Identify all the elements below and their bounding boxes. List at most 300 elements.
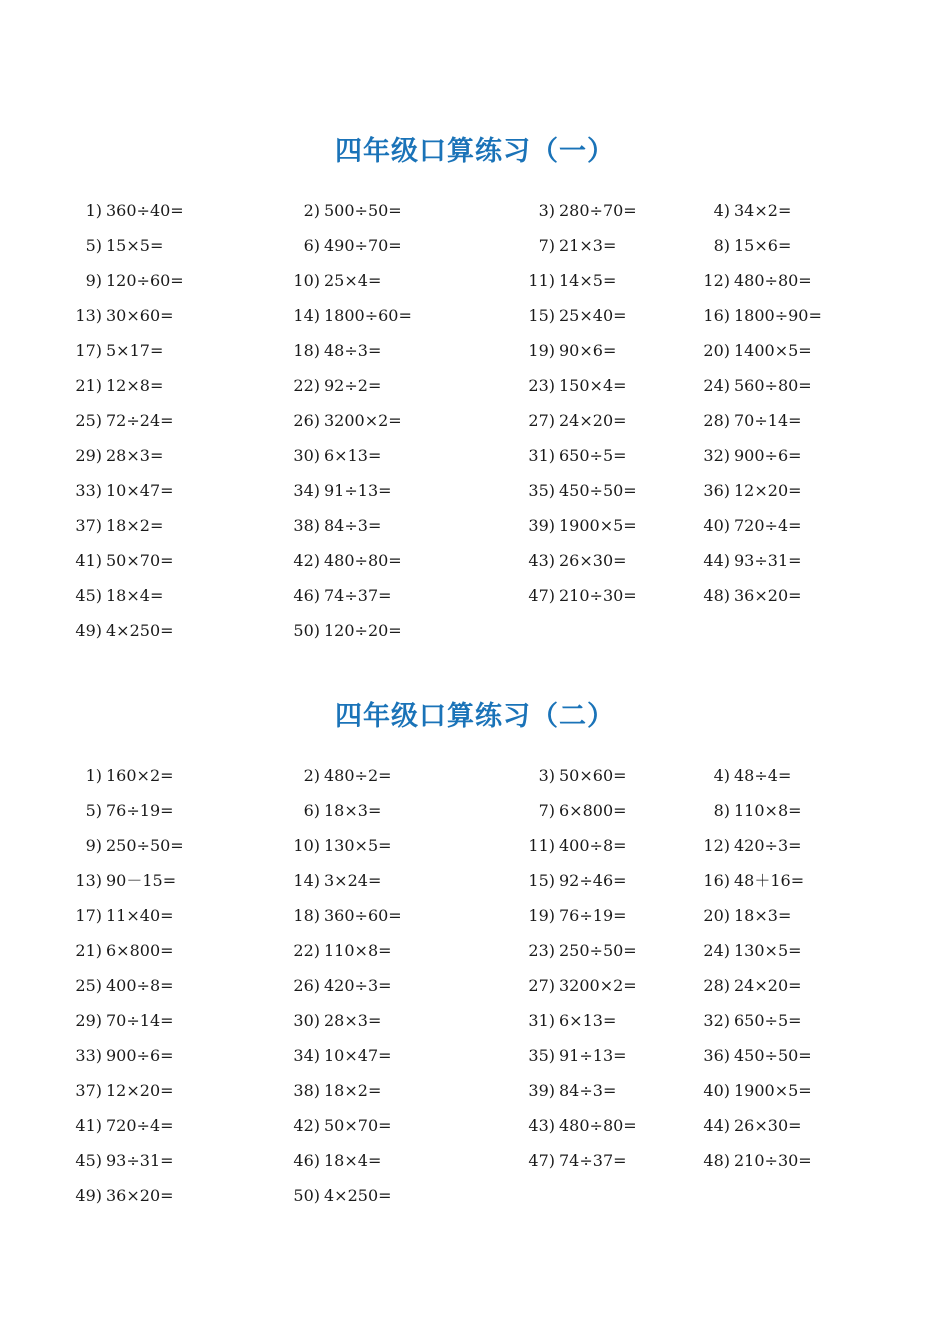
problem-expression: 93÷31= (106, 1151, 174, 1170)
problem-item (280, 968, 392, 1003)
problem-expression: 76÷19= (106, 801, 174, 820)
problem-number: 35) (528, 481, 555, 500)
problem-number: 34) (293, 1046, 320, 1065)
problem-number: 21) (75, 941, 102, 960)
problem-item (62, 1108, 174, 1143)
problem-item (62, 508, 163, 543)
problem-item (515, 1038, 627, 1073)
problem-expression: 15×5= (106, 236, 164, 255)
problem-item (280, 368, 381, 403)
problem-item (515, 228, 616, 263)
problem-expression: 74÷37= (324, 586, 392, 605)
problem-expression: 10×47= (324, 1046, 392, 1065)
problem-expression: 150×4= (559, 376, 627, 395)
problem-expression: 4×250= (324, 1186, 392, 1205)
problem-number: 18) (293, 906, 320, 925)
problem-number: 44) (703, 1116, 730, 1135)
problem-item (280, 793, 381, 828)
problem-expression: 3×24= (324, 871, 382, 890)
problem-number: 32) (703, 1011, 730, 1030)
problem-expression: 11×40= (106, 906, 174, 925)
problem-number: 30) (293, 1011, 320, 1030)
problem-item (280, 403, 402, 438)
problem-expression: 560÷80= (734, 376, 812, 395)
problem-item (62, 578, 163, 613)
problem-expression: 650÷5= (559, 446, 627, 465)
problem-number: 3) (538, 201, 555, 220)
problem-expression: 400÷8= (106, 976, 174, 995)
problem-expression: 74÷37= (559, 1151, 627, 1170)
problem-item (690, 403, 802, 438)
problem-item (690, 1038, 812, 1073)
problem-number: 13) (75, 871, 102, 890)
problem-number: 15) (528, 306, 555, 325)
problem-expression: 490÷70= (324, 236, 402, 255)
problem-expression: 500÷50= (324, 201, 402, 220)
problem-item (280, 473, 392, 508)
problem-number: 41) (75, 1116, 102, 1135)
problem-number: 14) (293, 306, 320, 325)
problem-expression: 50×60= (559, 766, 627, 785)
problem-item (515, 298, 627, 333)
problem-item (62, 793, 174, 828)
problem-item (62, 1143, 174, 1178)
problem-grid (0, 758, 950, 1218)
problem-item (515, 898, 627, 933)
problem-number: 12) (703, 271, 730, 290)
problem-item (62, 403, 174, 438)
problem-expression: 110×8= (324, 941, 392, 960)
problem-number: 48) (703, 586, 730, 605)
problem-expression: 120÷60= (106, 271, 184, 290)
problem-number: 36) (703, 1046, 730, 1065)
problem-number: 9) (85, 271, 102, 290)
problem-expression: 420÷3= (734, 836, 802, 855)
problem-number: 15) (528, 871, 555, 890)
problem-item (690, 898, 791, 933)
problem-expression: 48÷3= (324, 341, 382, 360)
problem-expression: 48÷4= (734, 766, 792, 785)
problem-item (62, 228, 163, 263)
problem-number: 16) (703, 871, 730, 890)
problem-expression: 70÷14= (106, 1011, 174, 1030)
problem-expression: 6×13= (559, 1011, 617, 1030)
problem-expression: 30×60= (106, 306, 174, 325)
problem-item (62, 473, 174, 508)
problem-item (62, 1038, 174, 1073)
problem-number: 23) (528, 941, 555, 960)
worksheet-two (0, 695, 950, 1218)
problem-item (280, 193, 402, 228)
problem-expression: 650÷5= (734, 1011, 802, 1030)
problem-item (515, 863, 627, 898)
problem-number: 44) (703, 551, 730, 570)
problem-item (515, 473, 637, 508)
problem-number: 6) (303, 801, 320, 820)
problem-number: 39) (528, 1081, 555, 1100)
problem-expression: 18×4= (324, 1151, 382, 1170)
problem-expression: 70÷14= (734, 411, 802, 430)
problem-number: 46) (293, 1151, 320, 1170)
problem-expression: 90×6= (559, 341, 617, 360)
problem-number: 39) (528, 516, 555, 535)
problem-item (62, 438, 163, 473)
problem-item (515, 1108, 637, 1143)
problem-item (515, 263, 616, 298)
problem-expression: 36×20= (734, 586, 802, 605)
problem-item (280, 263, 381, 298)
problem-number: 17) (75, 341, 102, 360)
problem-number: 38) (293, 516, 320, 535)
problem-expression: 720÷4= (106, 1116, 174, 1135)
problem-item (515, 968, 637, 1003)
problem-expression: 12×20= (106, 1081, 174, 1100)
problem-expression: 250÷50= (106, 836, 184, 855)
problem-expression: 18×2= (324, 1081, 382, 1100)
problem-item (690, 298, 822, 333)
problem-number: 27) (528, 976, 555, 995)
problem-number: 11) (528, 271, 555, 290)
worksheet-title: 四年级口算练习（一） (335, 136, 615, 167)
problem-number: 5) (85, 236, 102, 255)
problem-number: 10) (293, 271, 320, 290)
problem-number: 31) (528, 446, 555, 465)
problem-expression: 360÷40= (106, 201, 184, 220)
problem-number: 45) (75, 1151, 102, 1170)
problem-number: 19) (528, 341, 555, 360)
problem-expression: 1900×5= (559, 516, 637, 535)
problem-number: 4) (713, 201, 730, 220)
problem-expression: 130×5= (324, 836, 392, 855)
problem-expression: 480÷80= (559, 1116, 637, 1135)
problem-number: 49) (75, 621, 102, 640)
problem-number: 22) (293, 376, 320, 395)
problem-item (62, 1178, 174, 1213)
problem-expression: 48＋16= (734, 871, 805, 890)
problem-expression: 1800÷90= (734, 306, 822, 325)
problem-number: 35) (528, 1046, 555, 1065)
problem-expression: 12×8= (106, 376, 164, 395)
problem-expression: 26×30= (734, 1116, 802, 1135)
problem-expression: 450÷50= (559, 481, 637, 500)
problem-number: 33) (75, 481, 102, 500)
problem-number: 47) (528, 1151, 555, 1170)
problem-expression: 210÷30= (559, 586, 637, 605)
worksheet-one (0, 130, 950, 653)
problem-item (690, 228, 791, 263)
problem-number: 14) (293, 871, 320, 890)
problem-expression: 50×70= (106, 551, 174, 570)
problem-expression: 92÷46= (559, 871, 627, 890)
problem-number: 10) (293, 836, 320, 855)
problem-item (280, 613, 402, 648)
problem-number: 34) (293, 481, 320, 500)
problem-item (690, 438, 802, 473)
problem-number: 3) (538, 766, 555, 785)
problem-number: 50) (293, 621, 320, 640)
problem-expression: 280÷70= (559, 201, 637, 220)
problem-number: 5) (85, 801, 102, 820)
problem-item (62, 828, 184, 863)
problem-item (62, 968, 174, 1003)
problem-number: 7) (538, 801, 555, 820)
problem-number: 40) (703, 1081, 730, 1100)
problem-expression: 110×8= (734, 801, 802, 820)
problem-expression: 120÷20= (324, 621, 402, 640)
problem-item (690, 863, 804, 898)
problem-number: 41) (75, 551, 102, 570)
problem-item (515, 1073, 616, 1108)
problem-number: 36) (703, 481, 730, 500)
problem-item (280, 1003, 381, 1038)
problem-item (690, 578, 802, 613)
problem-expression: 250÷50= (559, 941, 637, 960)
problem-expression: 76÷19= (559, 906, 627, 925)
problem-expression: 3200×2= (324, 411, 402, 430)
problem-number: 20) (703, 906, 730, 925)
problem-item (62, 543, 174, 578)
problem-number: 29) (75, 1011, 102, 1030)
problem-expression: 26×30= (559, 551, 627, 570)
problem-expression: 34×2= (734, 201, 792, 220)
problem-expression: 1400×5= (734, 341, 812, 360)
problem-item (515, 508, 637, 543)
problem-number: 8) (713, 801, 730, 820)
problem-item (690, 1143, 812, 1178)
problem-item (62, 298, 174, 333)
problem-item (690, 508, 802, 543)
problem-item (62, 863, 176, 898)
problem-item (280, 298, 412, 333)
problem-number: 48) (703, 1151, 730, 1170)
problem-item (515, 1143, 627, 1178)
problem-item (690, 793, 802, 828)
problem-number: 22) (293, 941, 320, 960)
problem-item (690, 933, 802, 968)
problem-expression: 91÷13= (324, 481, 392, 500)
problem-item (280, 1143, 381, 1178)
problem-item (62, 1073, 174, 1108)
problem-number: 1) (85, 201, 102, 220)
problem-item (690, 193, 791, 228)
problem-expression: 3200×2= (559, 976, 637, 995)
problem-item (280, 1108, 392, 1143)
problem-item (690, 1073, 812, 1108)
problem-item (515, 793, 627, 828)
problem-number: 20) (703, 341, 730, 360)
problem-item (280, 543, 402, 578)
problem-item (690, 968, 802, 1003)
problem-number: 16) (703, 306, 730, 325)
problem-expression: 84÷3= (559, 1081, 617, 1100)
problem-expression: 18×3= (734, 906, 792, 925)
problem-number: 12) (703, 836, 730, 855)
problem-expression: 92÷2= (324, 376, 382, 395)
problem-number: 42) (293, 551, 320, 570)
problem-number: 17) (75, 906, 102, 925)
problem-expression: 18×2= (106, 516, 164, 535)
problem-item (280, 898, 402, 933)
problem-item (280, 828, 392, 863)
problem-expression: 21×3= (559, 236, 617, 255)
problem-item (515, 403, 627, 438)
problem-expression: 50×70= (324, 1116, 392, 1135)
problem-item (515, 368, 627, 403)
problem-expression: 900÷6= (106, 1046, 174, 1065)
problem-item (280, 1178, 392, 1213)
problem-item (515, 933, 637, 968)
problem-expression: 480÷80= (734, 271, 812, 290)
problem-number: 8) (713, 236, 730, 255)
problem-item (62, 333, 163, 368)
problem-number: 33) (75, 1046, 102, 1065)
problem-item (280, 578, 392, 613)
problem-number: 25) (75, 411, 102, 430)
problem-expression: 15×6= (734, 236, 792, 255)
problem-number: 13) (75, 306, 102, 325)
problem-item (280, 1038, 392, 1073)
problem-item (515, 543, 627, 578)
problem-item (280, 508, 381, 543)
problem-number: 27) (528, 411, 555, 430)
problem-item (690, 333, 812, 368)
problem-item (62, 193, 184, 228)
problem-expression: 24×20= (559, 411, 627, 430)
problem-number: 19) (528, 906, 555, 925)
problem-item (62, 368, 163, 403)
problem-item (280, 438, 381, 473)
problem-number: 28) (703, 976, 730, 995)
problem-expression: 160×2= (106, 766, 174, 785)
problem-grid (0, 193, 950, 653)
problem-expression: 6×800= (106, 941, 174, 960)
problem-number: 1) (85, 766, 102, 785)
problem-number: 24) (703, 941, 730, 960)
problem-item (690, 543, 802, 578)
problem-item (62, 613, 174, 648)
problem-item (515, 578, 637, 613)
problem-number: 11) (528, 836, 555, 855)
problem-expression: 25×4= (324, 271, 382, 290)
problem-expression: 6×13= (324, 446, 382, 465)
problem-item (515, 438, 627, 473)
problem-expression: 480÷2= (324, 766, 392, 785)
problem-item (62, 933, 174, 968)
problem-expression: 6×800= (559, 801, 627, 820)
problem-item (62, 263, 184, 298)
problem-number: 30) (293, 446, 320, 465)
problem-expression: 480÷80= (324, 551, 402, 570)
problem-expression: 14×5= (559, 271, 617, 290)
problem-number: 25) (75, 976, 102, 995)
problem-expression: 25×40= (559, 306, 627, 325)
problem-item (280, 758, 392, 793)
problem-number: 37) (75, 1081, 102, 1100)
problem-expression: 36×20= (106, 1186, 174, 1205)
problem-expression: 450÷50= (734, 1046, 812, 1065)
problem-expression: 91÷13= (559, 1046, 627, 1065)
problem-item (690, 368, 812, 403)
problem-expression: 900÷6= (734, 446, 802, 465)
problem-number: 26) (293, 411, 320, 430)
problem-number: 37) (75, 516, 102, 535)
problem-expression: 400÷8= (559, 836, 627, 855)
problem-item (515, 193, 637, 228)
problem-expression: 90－15= (106, 871, 177, 890)
problem-number: 28) (703, 411, 730, 430)
problem-number: 4) (713, 766, 730, 785)
problem-item (280, 863, 381, 898)
problem-number: 9) (85, 836, 102, 855)
problem-expression: 24×20= (734, 976, 802, 995)
problem-item (690, 1108, 802, 1143)
problem-number: 38) (293, 1081, 320, 1100)
problem-item (515, 828, 627, 863)
problem-expression: 28×3= (324, 1011, 382, 1030)
problem-number: 23) (528, 376, 555, 395)
problem-number: 2) (303, 201, 320, 220)
problem-number: 2) (303, 766, 320, 785)
problem-item (62, 1003, 174, 1038)
problem-expression: 93÷31= (734, 551, 802, 570)
problem-item (690, 473, 802, 508)
problem-number: 46) (293, 586, 320, 605)
problem-expression: 84÷3= (324, 516, 382, 535)
problem-item (690, 758, 791, 793)
problem-expression: 360÷60= (324, 906, 402, 925)
problem-expression: 5×17= (106, 341, 164, 360)
problem-number: 24) (703, 376, 730, 395)
problem-number: 47) (528, 586, 555, 605)
problem-number: 43) (528, 551, 555, 570)
problem-expression: 18×4= (106, 586, 164, 605)
problem-expression: 4×250= (106, 621, 174, 640)
problem-item (280, 1073, 381, 1108)
problem-expression: 1800÷60= (324, 306, 412, 325)
problem-item (690, 1003, 802, 1038)
problem-number: 42) (293, 1116, 320, 1135)
problem-item (62, 898, 174, 933)
problem-item (690, 828, 802, 863)
problem-number: 7) (538, 236, 555, 255)
problem-expression: 130×5= (734, 941, 802, 960)
problem-expression: 10×47= (106, 481, 174, 500)
problem-item (690, 263, 812, 298)
problem-expression: 72÷24= (106, 411, 174, 430)
problem-item (280, 933, 392, 968)
problem-item (280, 333, 381, 368)
problem-expression: 210÷30= (734, 1151, 812, 1170)
problem-number: 45) (75, 586, 102, 605)
problem-item (515, 1003, 616, 1038)
problem-item (515, 333, 616, 368)
problem-item (62, 758, 174, 793)
problem-number: 29) (75, 446, 102, 465)
problem-expression: 1900×5= (734, 1081, 812, 1100)
problem-number: 50) (293, 1186, 320, 1205)
problem-number: 26) (293, 976, 320, 995)
problem-number: 21) (75, 376, 102, 395)
problem-number: 49) (75, 1186, 102, 1205)
problem-number: 31) (528, 1011, 555, 1030)
problem-expression: 18×3= (324, 801, 382, 820)
problem-number: 32) (703, 446, 730, 465)
problem-item (515, 758, 627, 793)
problem-number: 6) (303, 236, 320, 255)
problem-number: 40) (703, 516, 730, 535)
problem-expression: 720÷4= (734, 516, 802, 535)
worksheet-title: 四年级口算练习（二） (335, 701, 615, 732)
